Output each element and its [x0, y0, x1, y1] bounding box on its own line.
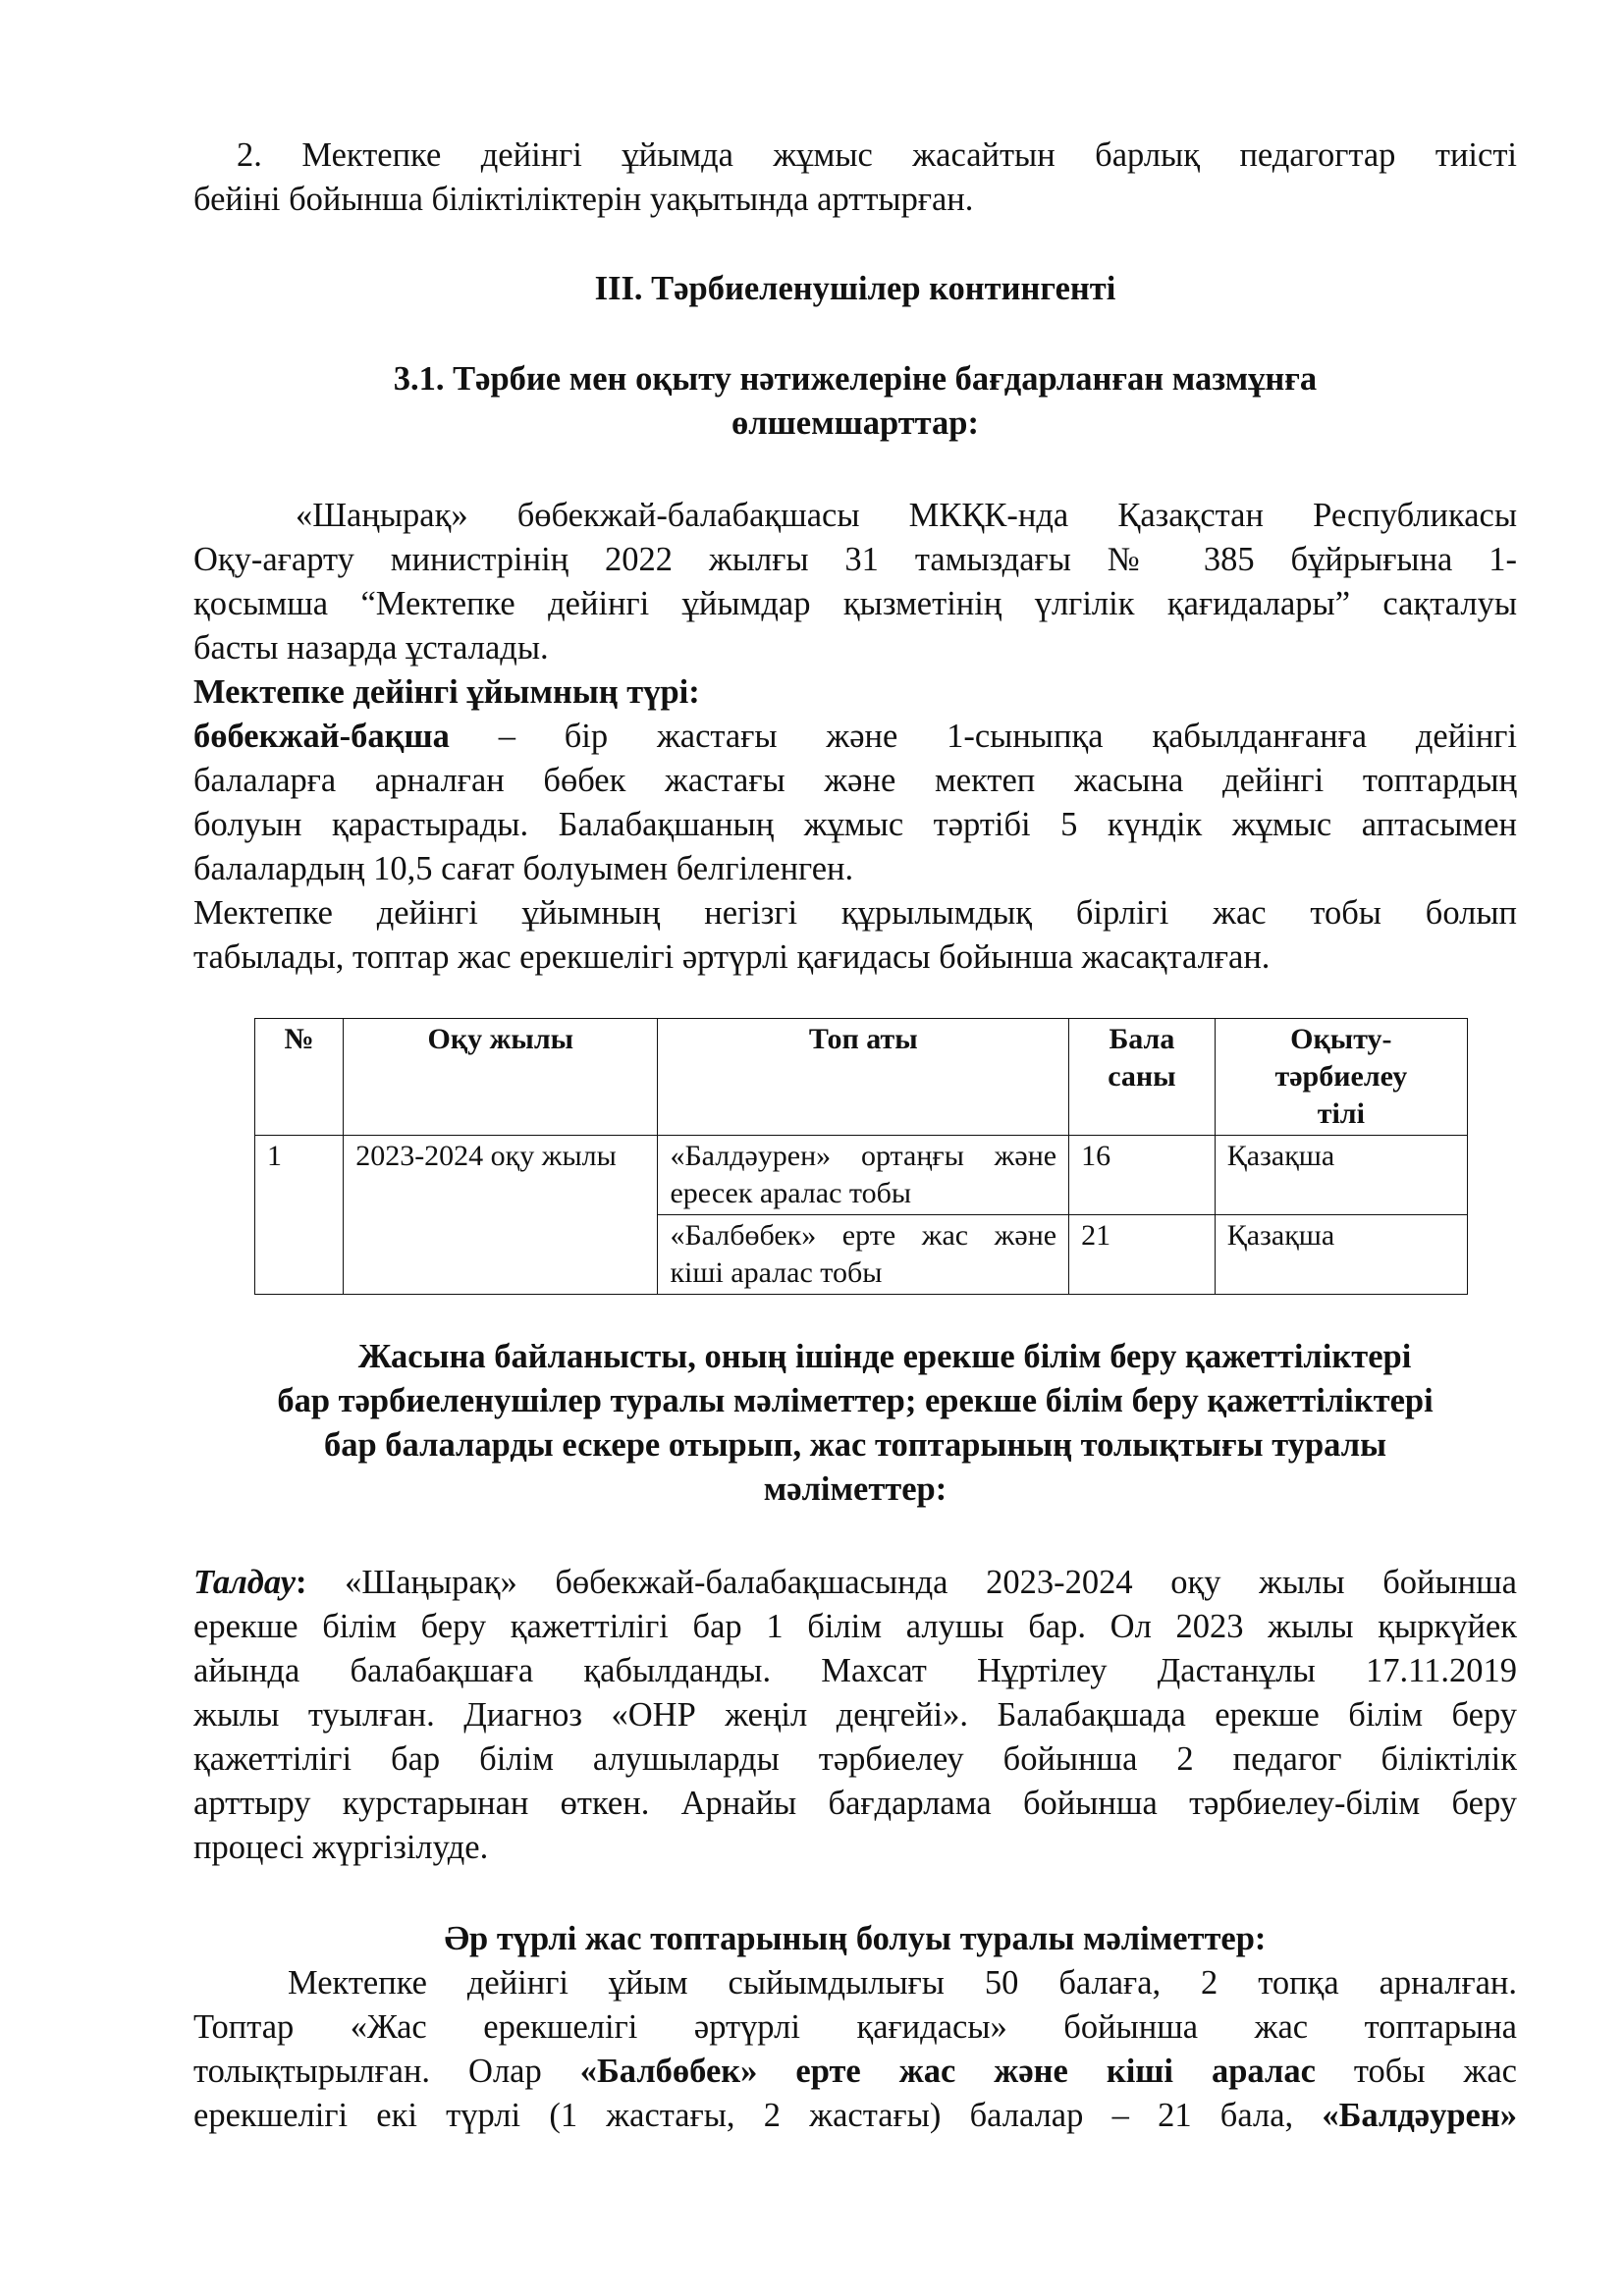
paragraph-org-type: [193, 670, 1517, 891]
cell-group: «Балдәурен» ортаңғы және ересек аралас тобы: [658, 1136, 1069, 1215]
text-line: Оқу-ағарту министрінің 2022 жылғы 31 тамыздағы № 385 бұйрығына 1-: [193, 541, 1517, 578]
text-line: айында балабақшаға қабылданды. Махсат Нұртілеу Дастанұлы 17.11.2019: [193, 1652, 1517, 1689]
header-year: Оқу жылы: [344, 1019, 658, 1136]
header-language: Оқыту- тәрбиелеу тілі: [1215, 1019, 1467, 1136]
text-line: Топтар «Жас ерекшелігі әртүрлі қағидасы» бойынша жас топтарына: [193, 2008, 1517, 2046]
paragraph-analysis: [193, 1561, 1517, 1870]
table-row: [255, 1136, 1468, 1215]
cell-language: Қазақша: [1215, 1215, 1467, 1295]
analysis-label: Талдау: [193, 1564, 297, 1601]
text-line: Мектепке дейінгі ұйым сыйымдылығы 50 балаға, 2 топқа арналған.: [288, 1964, 1517, 2002]
header-num: №: [255, 1019, 344, 1136]
cell-count: 16: [1069, 1136, 1216, 1215]
text-line: арттыру курстарынан өткен. Арнайы бағдарлама бойынша тәрбиелеу-білім беру: [193, 1785, 1517, 1822]
text-line: болуын қарастырады. Балабақшаның жұмыс тәртібі 5 күндік жұмыс аптасымен: [193, 806, 1517, 843]
cell-group: «Балбөбек» ерте жас және кіші аралас тобы: [658, 1215, 1069, 1295]
text-line: жылы туылған. Диагноз «ОНР жеңіл деңгейі». Балабақшада ерекше білім беру: [193, 1696, 1517, 1734]
text-line: Талдау: «Шаңырақ» бөбекжай-балабақшасында 2023-2024 оқу жылы бойынша: [193, 1564, 1517, 1601]
org-type-heading: Мектепке дейінгі ұйымның түрі:: [193, 673, 700, 711]
paragraph-structure: [193, 891, 1517, 980]
text-line: Мектепке дейінгі ұйымның негізгі құрылымдық бірлігі жас тобы болып: [193, 894, 1517, 932]
text-line: балаларға арналған бөбек жастағы және мектеп жасына дейінгі топтардың: [193, 762, 1517, 799]
text-line: қажеттілігі бар білім алушыларды тәрбиелеу бойынша 2 педагог біліктілік: [193, 1740, 1517, 1778]
special-needs-heading: Жасына байланысты, оның ішінде ерекше білім беру қажеттіліктері бар тәрбиеленушілер туралы мәліметтер; ерекше білім беру қажеттіліктері бар балаларды ескере отырып, жас топтарының толықтығы туралы мәліметтер:: [277, 1338, 1434, 1508]
header-group: Топ аты: [658, 1019, 1069, 1136]
groups-table: [254, 1018, 1468, 1295]
text-line: ерекшелігі екі түрлі (1 жастағы, 2 жастағы) балалар – 21 бала, «Балдәурен»: [193, 2097, 1517, 2134]
text-line: бейіні бойынша біліктіліктерін уақытында арттырған.: [193, 181, 974, 218]
paragraph-item-2: [193, 133, 1517, 222]
text-line: 2. Мектепке дейінгі ұйымда жұмыс жасайтын барлық педагогтар тиісті: [237, 136, 1517, 174]
text-line: «Шаңырақ» бөбекжай-балабақшасы МКҚК-нда Қазақстан Республикасы: [296, 497, 1517, 534]
text-line: процесі жүргізілуде.: [193, 1829, 489, 1866]
text-line: табылады, топтар жас ерекшелігі әртүрлі қағидасы бойынша жасақталған.: [193, 938, 1271, 976]
cell-year: 2023-2024 оқу жылы: [344, 1136, 658, 1295]
subsection-title: 3.1. Тәрбие мен оқыту нәтижелеріне бағдарланған мазмұнға өлшемшарттар:: [393, 360, 1318, 442]
paragraph-intro: [193, 494, 1517, 670]
header-count: Бала саны: [1069, 1019, 1216, 1136]
text-line: қосымша “Мектепке дейінгі ұйымдар қызметінің үлгілік қағидалары” сақталуы: [193, 585, 1517, 622]
cell-count: 21: [1069, 1215, 1216, 1295]
text-line: толықтырылған. Олар «Балбөбек» ерте жас және кіші аралас тобы жас: [193, 2053, 1517, 2090]
section-title: III. Тәрбиеленушілер контингенті: [594, 270, 1116, 307]
text-line: балалардың 10,5 сағат болуымен белгіленген.: [193, 850, 854, 887]
text-line: бөбекжай-бақша – бір жастағы және 1-сыныпқа қабылданғанға дейінгі: [193, 718, 1517, 755]
cell-language: Қазақша: [1215, 1136, 1467, 1215]
org-type-term: бөбекжай-бақша: [193, 718, 450, 755]
age-groups-heading: Әр түрлі жас топтарының болуы туралы мәліметтер:: [444, 1920, 1267, 1957]
cell-num: 1: [255, 1136, 344, 1295]
paragraph-age-groups: [193, 1917, 1517, 2138]
table-header-row: [255, 1019, 1468, 1136]
text-line: басты назарда ұсталады.: [193, 629, 549, 667]
text-line: ерекше білім беру қажеттілігі бар 1 білім алушы бар. Ол 2023 жылы қыркүйек: [193, 1608, 1517, 1645]
